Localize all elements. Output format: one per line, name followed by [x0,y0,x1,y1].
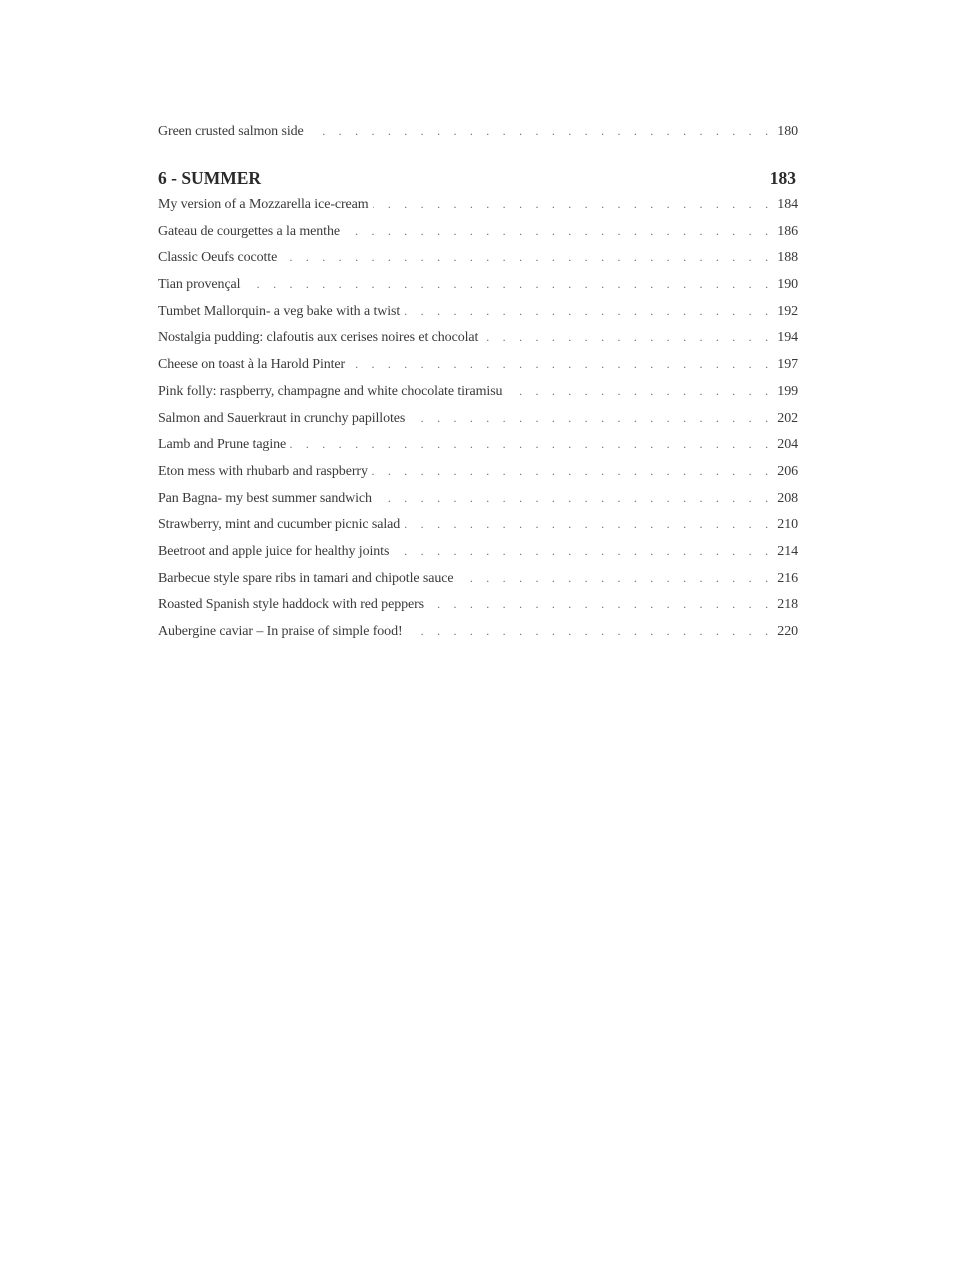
dot-leader [457,571,773,586]
toc-entry-page: 184 [777,197,798,212]
toc-entry-page: 192 [777,303,798,319]
dot-leader [281,250,773,265]
dot-leader [393,544,773,559]
toc-entry-title: My version of a Mozzarella ice-cream [158,197,369,212]
toc-entry-title: Nostalgia pudding: clafoutis aux cerises noires et chocolat [158,330,479,346]
toc-entry-title: Roasted Spanish style haddock with red peppers [158,597,425,613]
toc-entry-title: Salmon and Sauerkraut in crunchy papillotes [158,410,406,426]
toc-entry-title: Strawberry, mint and cucumber picnic salad [158,517,401,533]
toc-entry-page: 204 [777,437,798,453]
toc-entry[interactable] [158,197,798,224]
toc-entry-page: 216 [777,570,798,586]
toc-entry-page: 208 [777,490,798,506]
dot-leader [404,304,773,319]
toc-entry[interactable] [158,357,798,384]
toc-entry[interactable] [158,304,798,331]
toc-entry[interactable] [158,597,798,624]
dot-leader [407,624,774,639]
toc-entry-page: 220 [777,624,798,639]
table-of-contents [158,124,798,651]
toc-entry-title: Tumbet Mallorquin- a veg bake with a twist [158,303,401,319]
toc-entry-page: 206 [777,463,798,479]
dot-leader [244,277,773,292]
dot-leader [482,330,773,345]
toc-entry-title: Barbecue style spare ribs in tamari and chipotle sauce [158,570,454,586]
dot-leader [372,464,773,479]
toc-entry-title: Green crusted salmon side [158,124,304,139]
dot-leader [428,597,773,612]
toc-entry-title: Aubergine caviar – In praise of simple food! [158,624,403,639]
toc-entry-page: 202 [777,410,798,426]
toc-entry-title: Cheese on toast à la Harold Pinter [158,357,346,373]
dot-leader [404,517,773,532]
toc-entry[interactable] [158,491,798,518]
toc-entry-title: Beetroot and apple juice for healthy joints [158,543,390,559]
dot-leader [349,357,773,372]
toc-entry-page: 214 [777,543,798,559]
toc-entry-page: 180 [777,124,798,139]
section-title: 6 - SUMMER [158,168,262,188]
toc-entry[interactable] [158,384,798,411]
section-page: 183 [769,168,796,188]
dot-leader [308,124,774,139]
toc-entry-title: Classic Oeufs cocotte [158,250,278,266]
dot-leader [290,437,773,452]
dot-leader [376,491,773,506]
toc-entry[interactable] [158,544,798,571]
toc-entry-title: Lamb and Prune tagine [158,437,287,453]
toc-entry-page: 186 [777,223,798,239]
toc-entry[interactable] [158,571,798,598]
toc-entry[interactable] [158,437,798,464]
toc-entry-page: 194 [777,330,798,346]
toc-entry[interactable] [158,277,798,304]
dot-leader [344,224,773,239]
toc-entry[interactable] [158,624,798,651]
toc-entry-page: 190 [777,277,798,293]
toc-entry-title: Gateau de courgettes a la menthe [158,223,340,239]
toc-entry[interactable] [158,330,798,357]
toc-entry[interactable] [158,224,798,251]
toc-entry-title: Tian provençal [158,277,241,293]
toc-entry-page: 199 [777,383,798,399]
toc-entry-title: Pink folly: raspberry, champagne and white chocolate tiramisu [158,383,503,399]
dot-leader [373,197,774,212]
toc-entry-title: Pan Bagna- my best summer sandwich [158,490,372,506]
toc-entry-page: 218 [777,597,798,613]
toc-entry-page: 188 [777,250,798,266]
toc-entry[interactable] [158,517,798,544]
toc-entry-page: 197 [777,357,798,373]
toc-entry-previous[interactable] [158,124,798,150]
toc-entry[interactable] [158,411,798,438]
dot-leader [506,384,773,399]
toc-entry-list [158,197,798,651]
dot-leader [409,411,773,426]
toc-entry[interactable] [158,464,798,491]
toc-entry[interactable] [158,250,798,277]
section-heading[interactable] [158,168,798,189]
toc-entry-page: 210 [777,517,798,533]
toc-entry-title: Eton mess with rhubarb and raspberry [158,463,368,479]
